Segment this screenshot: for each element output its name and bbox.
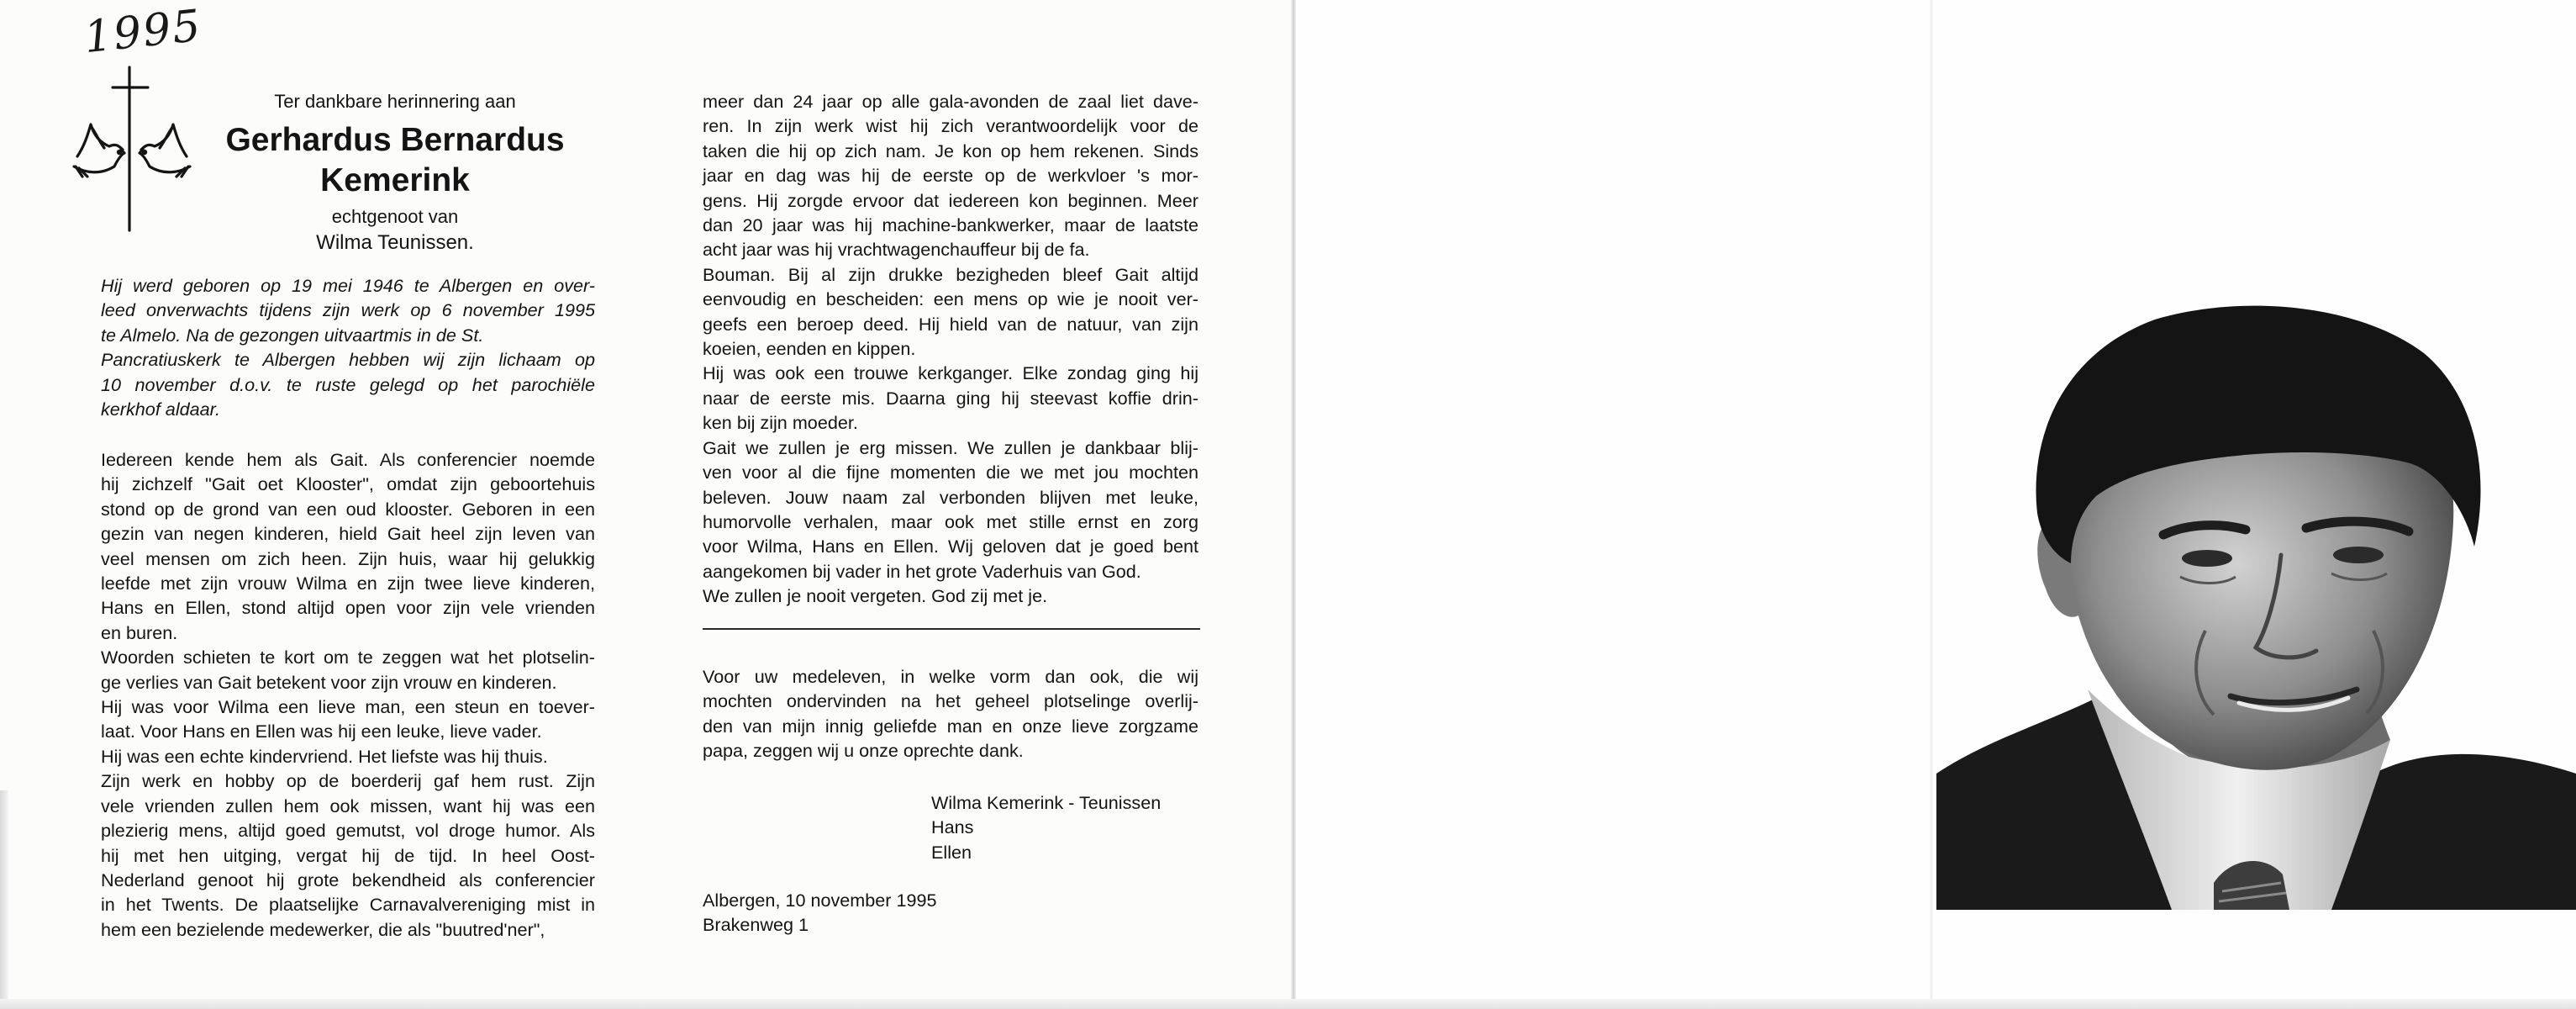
signatory-line: Wilma Kemerink - Teunissen	[931, 792, 1162, 813]
text-line: taken die hij op zich nam. Je kon op hem rekenen. Sinds	[703, 140, 1198, 161]
text-line: Bouman. Bij al zijn drukke bezigheden bleef Gait altijd	[703, 263, 1198, 285]
text-line: stond op de grond van een oud klooster. Geboren in een	[101, 498, 595, 520]
text-line: vele vrienden zullen hem ook missen, want hij was een	[101, 795, 595, 816]
text-line: Hij was ook een trouwe kerkganger. Elke zondag ging hij	[703, 362, 1198, 384]
text-line: gezin van negen kinderen, hield Gait heel zijn leven van	[101, 523, 595, 545]
text-line: Gait we zullen je erg missen. We zullen je dankbaar blij-	[703, 436, 1198, 458]
thanks-paragraph	[703, 664, 1198, 763]
text-line: beleven. Jouw naam zal verbonden blijven met leuke,	[703, 486, 1198, 508]
handwritten-year: 1995	[82, 0, 205, 64]
text-line: Woorden schieten te kort om te zeggen wat het plotselin-	[101, 647, 595, 668]
text-line: naar de eerste mis. Daarna ging hij steevast koffie drin-	[703, 387, 1198, 409]
text-line: te Almelo. Na de gezongen uitvaartmis in de St.	[101, 324, 484, 346]
text-line: plezierig mens, altijd goed gemutst, vol droge humor. Als	[101, 820, 595, 842]
scan-bottom-edge	[0, 999, 2576, 1009]
place-date: Albergen, 10 november 1995	[703, 890, 937, 911]
text-line: jaar en dag was hij de eerste op de werkvloer 's mor-	[703, 165, 1198, 187]
text-line: Hij was voor Wilma een lieve man, een steun en toever-	[101, 696, 595, 718]
text-line: Hans en Ellen, stond altijd open voor zijn vele vrienden	[101, 597, 595, 619]
text-line: hem een bezielende medewerker, die als "buutred'ner",	[101, 918, 545, 940]
signatory-line: Hans	[931, 816, 974, 838]
text-line: meer dan 24 jaar op alle gala-avonden de zaal liet dave-	[703, 91, 1198, 112]
biography-left-column	[101, 447, 595, 942]
text-line: leefde met zijn vrouw Wilma en zijn twee lieve kinderen,	[101, 573, 595, 594]
cross-with-doves-icon	[71, 66, 193, 234]
text-line: ren. In zijn werk wist hij zich verantwoordelijk voor de	[703, 115, 1198, 137]
text-line: Hij was een echte kindervriend. Het liefste was hij thuis.	[101, 745, 548, 767]
text-line: ken bij zijn moeder.	[703, 412, 858, 434]
text-line: geefs een beroep deed. Hij hield van de natuur, van zijn	[703, 313, 1198, 335]
text-line: kerkhof aldaar.	[101, 399, 221, 420]
text-line: aangekomen bij vader in het grote Vaderhuis van God.	[703, 560, 1141, 582]
text-line: eenvoudig en bescheiden: een mens op wie je nooit ver-	[703, 288, 1198, 310]
card-fold	[1291, 0, 1296, 1009]
deceased-name-line1: Gerhardus Bernardus	[225, 122, 565, 158]
text-line: humorvolle verhalen, maar ook met stille ernst en zorg	[703, 510, 1198, 532]
text-line: voor Wilma, Hans en Ellen. Wij geloven dat je goed bent	[703, 536, 1198, 557]
text-line: koeien, eenden en kippen.	[703, 338, 916, 360]
text-line: Pancratiuskerk te Albergen hebben wij zijn lichaam op	[101, 349, 595, 371]
text-line: Hij werd geboren op 19 mei 1946 te Albergen en over-	[101, 275, 595, 296]
text-line: gens. Hij zorgde ervoor dat iedereen kon beginnen. Meer	[703, 189, 1198, 211]
text-line: hij zichzelf "Gait oet Klooster", omdat zijn geboortehuis	[101, 473, 595, 495]
text-line: den van mijn innig geliefde man en onze lieve zorgzame	[703, 715, 1198, 737]
text-line: We zullen je nooit vergeten. God zij met je.	[703, 585, 1048, 607]
text-line: mochten ondervinden na het geheel plotselinge overlij-	[703, 690, 1198, 712]
text-line: veel mensen om zich heen. Zijn huis, waar hij gelukkig	[101, 547, 595, 569]
scan-edge-shadow	[0, 790, 8, 1009]
text-line: papa, zeggen wij u onze oprechte dank.	[703, 740, 1024, 762]
place-date-address	[703, 888, 937, 938]
text-line: ven voor al die fijne momenten die we met jou mochten	[703, 462, 1198, 483]
text-line: in het Twents. De plaatselijke Carnavalvereniging mist in	[101, 894, 595, 916]
text-line: Zijn werk en hobby op de boerderij gaf hem rust. Zijn	[101, 770, 595, 792]
signatory-line: Ellen	[931, 841, 972, 863]
text-line: hij met hen uitging, vergat hij de tijd. In heel Oost-	[101, 844, 595, 866]
text-line: Iedereen kende hem als Gait. Als conferencier noemde	[101, 449, 595, 470]
text-line: 10 november d.o.v. te ruste gelegd op het parochiële	[101, 373, 595, 395]
blank-page	[1294, 0, 1933, 1009]
text-line: en buren.	[101, 621, 178, 643]
text-line: Voor uw medeleven, in welke vorm dan ook, die wij	[703, 666, 1198, 687]
divider-line	[703, 628, 1200, 630]
birth-death-paragraph	[101, 273, 595, 421]
deceased-name-line2: Kemerink	[320, 162, 470, 198]
text-line: Nederland genoot hij grote bekendheid als conferencier	[101, 869, 595, 890]
text-line: leed onverwachts tijdens zijn werk op 6 november 1995	[101, 299, 595, 321]
dedication-line: Ter dankbare herinnering aan	[274, 91, 516, 112]
spouse-label: echtgenoot van	[331, 206, 459, 227]
address: Brakenweg 1	[703, 914, 809, 936]
text-line: laat. Voor Hans en Ellen was hij een leuke, lieve vader.	[101, 721, 542, 742]
portrait-photo-drawing	[1936, 303, 2576, 910]
card-fold-faint	[1930, 0, 1933, 1009]
text-line: ge verlies van Gait betekent voor zijn vrouw en kinderen.	[101, 671, 557, 693]
text-line: acht jaar was hij vrachtwagenchauffeur bij de fa.	[703, 239, 1090, 261]
text-line: dan 20 jaar was hij machine-bankwerker, maar de laatste	[703, 214, 1198, 236]
portrait-photo	[1936, 303, 2576, 910]
spouse-name: Wilma Teunissen.	[316, 231, 474, 254]
biography-right-column	[703, 89, 1198, 609]
